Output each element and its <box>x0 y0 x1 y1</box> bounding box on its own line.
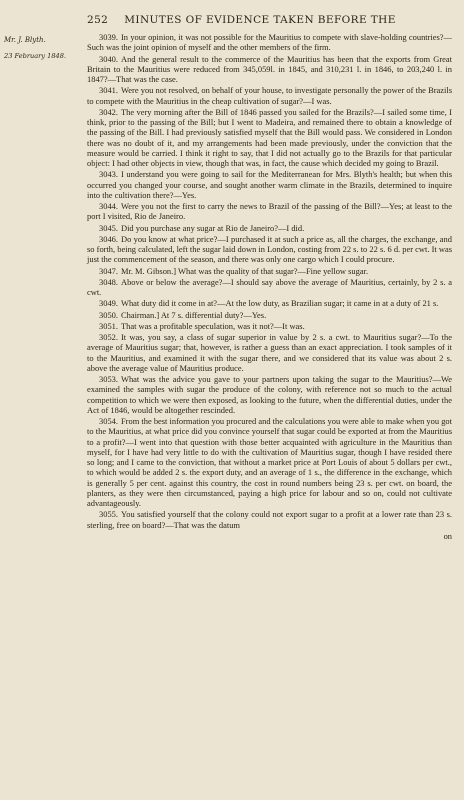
catchword: on <box>443 530 452 541</box>
testimony-paragraph <box>87 509 452 530</box>
hearing-date: 23 February 1848. <box>4 52 67 60</box>
question-number: 3040. <box>99 53 118 64</box>
testimony-paragraph <box>87 234 452 265</box>
testimony-paragraph <box>87 54 452 85</box>
paragraph-text: Did you purchase any sugar at Rio de Janeiro?—I did. <box>120 222 305 233</box>
testimony-paragraph <box>87 32 452 53</box>
question-number: 3041. <box>99 85 118 96</box>
question-number: 3045. <box>99 222 118 233</box>
testimony-paragraph <box>87 201 452 222</box>
question-number: 3043. <box>99 169 118 180</box>
paragraph-text: Were you not the first to carry the news to Brazil of the passing of the Bill?—Yes; at least to the port I visited, Rio de Janeiro. <box>87 201 452 222</box>
page-header <box>87 14 452 26</box>
question-number: 3049. <box>99 298 118 309</box>
testimony-paragraph <box>87 85 452 106</box>
testimony-paragraph <box>87 321 452 331</box>
paragraph-text: Mr. M. Gibson.] What was the quality of that sugar?—Fine yellow sugar. <box>120 265 369 276</box>
testimony-paragraph <box>87 223 452 233</box>
witness-name: Mr. J. Blyth. <box>4 36 46 44</box>
question-number: 3050. <box>99 309 118 320</box>
paragraph-text: It was, you say, a class of sugar superior in value by 2 s. a cwt. to Mauritius sugar?—To the average of Mauritius sugar; that, however, is rather a guess than an exact appreciation. I took samples of it to the Mauritius, and examined it with the sugar there, and we considered that its value was about 2 s. above the average value of Mauritius produce. <box>87 332 452 373</box>
question-number: 3048. <box>99 276 118 287</box>
question-number: 3055. <box>99 509 118 520</box>
paragraph-text: Do you know at what price?—I purchased it at such a price as, all the charges, the exchange, and so forth, being calculated, left the sugar laid down in London, costing from 22 s. to 22 s. 6 d. per cwt. It was just the commencement of the season, and there was only one cargo which I could procure. <box>87 233 452 265</box>
question-number: 3051. <box>99 320 118 331</box>
question-number: 3054. <box>99 416 118 426</box>
testimony-text <box>87 32 452 541</box>
paragraph-text: Were you not resolved, on behalf of your house, to investigate personally the power of the Brazils to compete with the Mauritius in the cheap cultivation of sugar?—I was. <box>87 85 452 106</box>
testimony-paragraph <box>87 374 452 415</box>
paragraph-text: You satisfied yourself that the colony could not export sugar to a profit at a lower rate than 23 s. sterling, free on board?—That was the datum <box>87 509 452 530</box>
testimony-paragraph <box>87 298 452 308</box>
paragraph-text: And the general result to the commerce of the Mauritius has been that the exports from Great Britain to the Mauritius were reduced from 345,059l. in 1845, and 310,231 l. in 1846, to 203,240 l. in 1847?—That was the case. <box>87 53 452 84</box>
testimony-paragraph <box>87 277 452 298</box>
paragraph-text: From the best information you procured and the calculations you were able to make when you got to the Mauritius, at what price did you convince yourself that sugar could be exported at from the Mauritius to a profit?—I went into that question with those better acquainted with agriculture in the Mauritius than myself, for I have had very little to do with the cultivation of Mauritius sugar, though I have resided there so long; and I came to the conviction, that without a market price at Port Louis of about 5 dollars per cwt., to which would be added 2 s. the export duty, and an average of 1 s., the difference in the exchange, which is generally 5 per cent. against this country, the cost in round numbers being 23 s. per cwt. on board, the planters, as they were then circumstanced, paying a high price for labour and so on, could not cultivate advantageously. <box>87 416 452 508</box>
question-number: 3053. <box>99 374 118 384</box>
question-number: 3047. <box>99 265 118 276</box>
testimony-paragraph <box>87 310 452 320</box>
paragraph-text: In your opinion, it was not possible for the Mauritius to compete with slave-holding countries?—Such was the joint opinion of myself and the other members of the firm. <box>87 32 452 53</box>
question-number: 3039. <box>99 32 118 42</box>
paragraph-text: That was a profitable speculation, was it not?—It was. <box>120 320 305 331</box>
paragraph-text: I understand you were going to sail for the Mediterranean for Mrs. Blyth's health; but when this occurred you changed your course, and sought another warm climate in the Brazils, determined to inquire into the cultivation there?—Yes. <box>87 169 452 200</box>
paragraph-text: The very morning after the Bill of 1846 passed you sailed for the Brazils?—I sailed some time, I think, prior to the passing of the Bill; but I went to Madeira, and remained there to obtain a knowledge of the passing of the Bill. I had previously satisfied myself that the Bill would pass. We considered in London there was no doubt of it, and my arrangements had been made previously, under the conviction that the measure would be carried. I think it right to say, that I did not actually go to the Brazils for that particular object: I had other objects in view, though that was, in fact, the cause which decided my going to Brazil. <box>87 106 452 168</box>
testimony-paragraph <box>87 416 452 508</box>
testimony-paragraph <box>87 107 452 169</box>
question-number: 3044. <box>99 201 118 211</box>
page-number: 252 <box>87 14 109 26</box>
testimony-paragraph <box>87 266 452 276</box>
question-number: 3046. <box>99 233 118 244</box>
testimony-paragraph <box>87 169 452 200</box>
paragraph-text: Above or below the average?—I should say above the average of Mauritius, certainly, by 2 s. a cwt. <box>87 276 452 297</box>
question-number: 3052. <box>99 332 118 342</box>
testimony-paragraph <box>87 332 452 373</box>
paragraph-text: Chairman.] At 7 s. differential duty?—Yes. <box>120 309 267 320</box>
question-number: 3042. <box>99 106 118 117</box>
paragraph-text: What was the advice you gave to your partners upon taking the sugar to the Mauritius?—We examined the samples with sugar the produce of the colony, with reference not so much to the actual competition to which we were then exposed, as looking to the future, when the differential duties, under the Act of 1846, would be altogether rescinded. <box>87 374 452 415</box>
page-title: MINUTES OF EVIDENCE TAKEN BEFORE THE <box>124 14 396 26</box>
paragraph-text: What duty did it come in at?—At the low duty, as Brazilian sugar; it came in at a duty of 21 s. <box>120 298 439 309</box>
